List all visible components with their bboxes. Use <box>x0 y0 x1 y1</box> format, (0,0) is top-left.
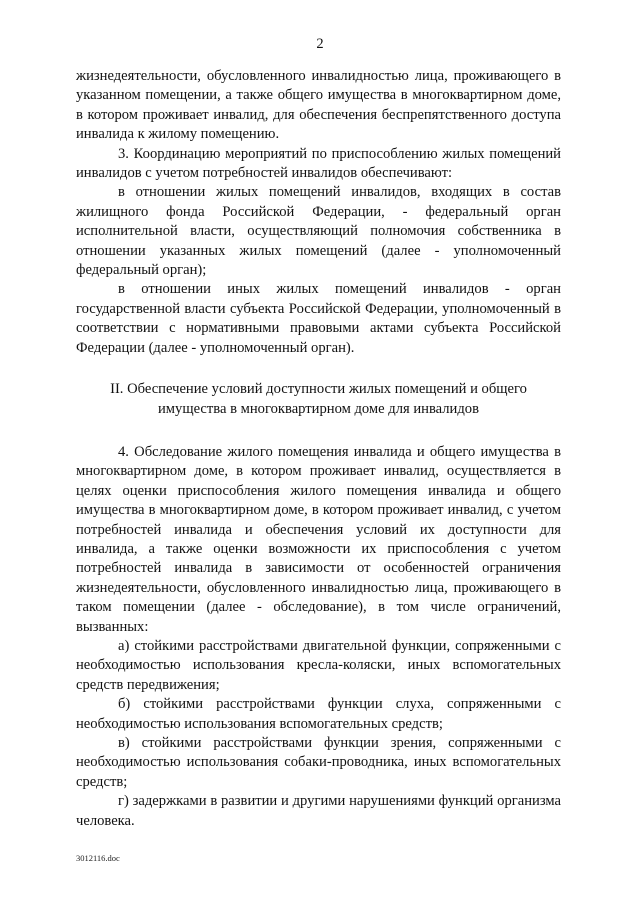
section-heading: II. Обеспечение условий доступности жилых помещений и общего имущества в многоквартирном доме для инвалидов <box>110 381 527 417</box>
paragraph-4: 4. Обследование жилого помещения инвалида и общего имущества в многоквартирном доме, в котором проживает инвалид, осуществляется в целях оценки приспособления жилого помещения инвалида и общего имущества в многоквартирном доме, в котором проживает инвалид, с учетом потребностей инвалида и обеспечения условий их доступности для инвалида, а также оценки возможности их приспособления с учетом потребностей инвалида в зависимости от особенностей ограничения жизнедеятельности, обусловленного инвалидностью лица, проживающего в таком помещении (далее - обследование), в том числе ограничений, вызванных: <box>76 443 561 635</box>
list-item-v: в) стойкими расстройствами функции зрения, сопряженными с необходимостью использования собаки-проводника, иных вспомогательных средств; <box>76 735 561 790</box>
paragraph-3-regional: в отношении иных жилых помещений инвалидов - орган государственной власти субъекта Российской Федерации, уполномоченный в соответствии с нормативными правовыми актами субъекта Российской Федерации (далее - уполномоченный орган). <box>76 281 561 356</box>
footer-filename: 3012116.doc <box>76 853 120 863</box>
list-item-g: г) задержками в развитии и другими нарушениями функций организма человека. <box>76 793 561 829</box>
list-item-b: б) стойкими расстройствами функции слуха, сопряженными с необходимостью использования вспомогательных средств; <box>76 696 561 732</box>
paragraph-3: 3. Координацию мероприятий по приспособлению жилых помещений инвалидов с учетом потребностей инвалидов обеспечивают: <box>76 145 561 182</box>
list-item-a: а) стойкими расстройствами двигательной функции, сопряженными с необходимостью использования кресла-коляски, иных вспомогательных средств передвижения; <box>76 637 561 693</box>
paragraph-continuation: жизнедеятельности, обусловленного инвалидностью лица, проживающего в указанном помещении, а также общего имущества в многоквартирном доме, в котором проживает инвалид, для обеспечения беспрепятственного доступа инвалида к жилому помещению. <box>76 68 561 143</box>
paragraph-3-federal: в отношении жилых помещений инвалидов, входящих в состав жилищного фонда Российской Федерации, - федеральный орган исполнительной власти, осуществляющий полномочия собственника в отношении указанных жилых помещений (далее - уполномоченный федеральный орган); <box>76 184 561 279</box>
page-number: 2 <box>316 36 324 52</box>
document-body <box>76 67 561 831</box>
